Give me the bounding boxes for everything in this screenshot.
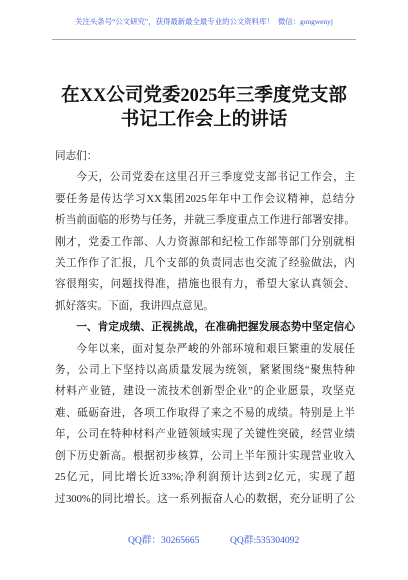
section-heading: 一、肯定成绩、正视挑战，在准确把握发展态势中坚定信心 xyxy=(76,322,355,334)
text-line: 创下历史新高。根据初步核算，公司上半年预计实现营业收入 xyxy=(55,450,355,462)
text-line: 析当前面临的形势与任务，并就三季度重点工作进行部署安排。 xyxy=(55,215,355,227)
text-line: 年，公司在特种材料产业链领域实现了关键性突破，经营业绩 xyxy=(55,429,355,441)
title-line: 书记工作会上的讲话 xyxy=(120,109,288,130)
text-line: 今年以来，面对复杂严峻的外部环境和艰巨繁重的发展任 xyxy=(76,343,355,355)
text-line: 要任务是传达学习XX集团2025年年中工作会议精神，总结分 xyxy=(55,193,355,205)
page-header xyxy=(0,16,408,28)
salutation: 同志们： xyxy=(55,151,98,162)
text-line: 务，公司上下坚持以高质量发展为统领，紧紧围绕“聚焦特种 xyxy=(55,365,355,377)
text-line: 过300%的同比增长。这一系列振奋人心的数据，充分证明了公 xyxy=(55,493,355,505)
text-line: 25亿元，同比增长近33%;净利润预计达到2亿元，实现了超 xyxy=(55,472,355,484)
footer-qq-group-1: QQ群：30265665 xyxy=(128,535,200,546)
header-promo-text: 关注头条号“公文研究”，获得最新最全最专业的公文资料库！ xyxy=(75,17,274,26)
text-line: 容很翔实，问题找得准，措施也很有力，希望大家认真领会、 xyxy=(55,279,355,291)
intro-paragraph xyxy=(55,167,355,317)
document-title xyxy=(0,85,408,132)
section-paragraph xyxy=(55,339,355,510)
text-line: 难、砥砺奋进，各项工作取得了来之不易的成绩。特别是上半 xyxy=(55,407,355,419)
header-divider xyxy=(52,39,356,40)
text-line: 材料产业链，建设一流技术创新型企业”的企业愿景，攻坚克 xyxy=(55,386,355,398)
header-wechat-id: 微信：gongwenyj xyxy=(277,17,333,26)
document-body xyxy=(55,146,355,510)
footer-qq-group-2: QQ群:535304092 xyxy=(230,535,300,546)
title-line: 在XX公司党委2025年三季度党支部 xyxy=(61,86,347,106)
text-line: 刚才，党委工作部、人力资源部和纪检工作部等部门分别就相 xyxy=(55,236,355,248)
text-line: 今天，公司党委在这里召开三季度党支部书记工作会，主 xyxy=(76,172,355,184)
text-line: 抓好落实。下面，我讲四点意见。 xyxy=(55,300,214,312)
text-line: 关工作作了汇报，几个支部的负责同志也交流了经验做法，内 xyxy=(55,258,355,270)
